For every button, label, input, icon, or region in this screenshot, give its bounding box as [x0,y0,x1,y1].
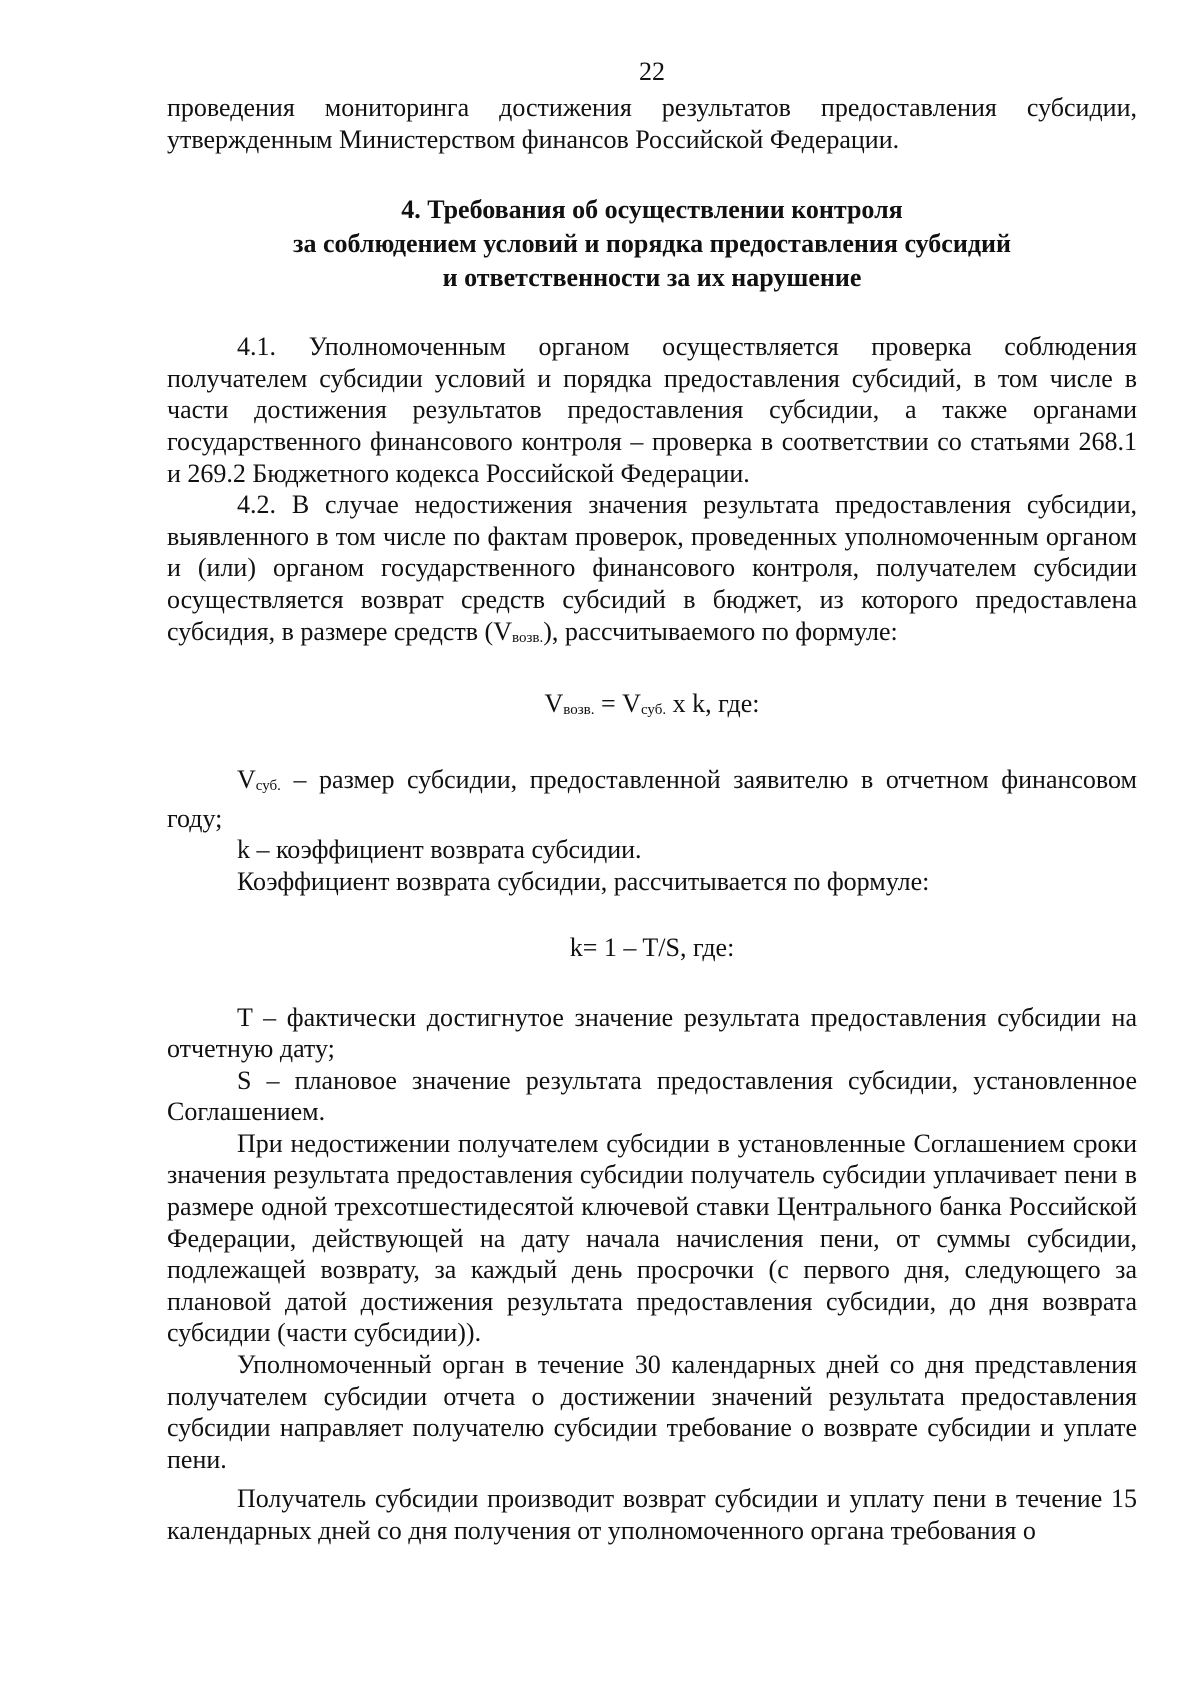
paragraph-4-2-text-after: ), рассчитываемого по формуле: [543,616,898,646]
paragraph-demand: Уполномоченный орган в течение 30 календарных дней со дня представления получателем субсидии отчета о достижении значений результата предоставления субсидии направляет получателю субсидии требование о возврате субсидии и уплате пени. [167,1350,1137,1474]
definition-vsub-text: – размер субсидии, предоставленной заявителю в отчетном финансовом году; [167,765,1137,833]
intro-paragraph: проведения мониторинга достижения результатов предоставления субсидии, утвержденным Министерством финансов Российской Федерации. [167,93,1137,154]
paragraph-penalty: При недостижении получателем субсидии в установленные Соглашением сроки значения результата предоставления субсидии получатель субсидии уплачивает пени в размере одной трехсотшестидесятой ключевой ставки Центрального банка Российской Федерации, действующей на дату начала начисления пени, от суммы субсидии, подлежащей возврату, за каждый день просрочки (с первого дня, следующего за плановой датой достижения результата предоставления субсидии, до дня возврата субсидии (части субсидии)). [167,1128,1137,1348]
definition-k: k – коэффициент возврата субсидии. [237,835,642,865]
formula-sub-vozv: возв. [563,702,595,719]
formula-eq: = V [594,689,641,719]
section-heading [167,193,1137,295]
paragraph-4-2-text-before: 4.2. В случае недостижения значения результата предоставления субсидии, выявленного в том числе по фактам проверок, проведенных уполномоченным органом и (или) органом государственного финансового контроля, получателем субсидии осуществляется возврат средств субсидий в бюджет, из которого предоставлена субсидия, в размере средств (V [167,490,1137,646]
k-formula-intro: Коэффициент возврата субсидии, рассчитывается по формуле: [237,866,930,896]
definition-s: S – плановое значение результата предоставления субсидии, установленное Соглашением. [167,1065,1137,1127]
definition-t: T – фактически достигнутое значение результата предоставления субсидии на отчетную дату; [167,1002,1137,1064]
section-title-line-2: за соблюдением условий и порядка предоставления субсидий [293,229,1011,259]
document-page [167,52,1137,1547]
paragraph-return: Получатель субсидии производит возврат субсидии и уплату пени в течение 15 календарных дней со дня получения от уполномоченного органа требования о [167,1484,1137,1545]
formula-v: V [544,689,564,719]
section-title-line-1: 4. Требования об осуществлении контроля [401,195,903,225]
definition-vsub [167,764,1137,834]
formula-rest: x k, где: [666,689,760,719]
definition-vsub-symbol: V [237,765,256,795]
page-number: 22 [639,57,665,86]
section-title-line-3: и ответственности за их нарушение [442,263,862,293]
formula-vozv [167,688,1137,726]
paragraph-4-2-subscript: возв. [511,629,544,646]
paragraph-4-1: 4.1. Уполномоченным органом осуществляется проверка соблюдения получателем субсидии условий и порядка предоставления субсидий, в том числе в части достижения результатов предоставления субсидии, а также органами государственного финансового контроля – проверка в соответствии со статьями 268.1 и 269.2 Бюджетного кодекса Российской Федерации. [167,332,1137,488]
paragraph-4-2 [167,489,1137,654]
definition-vsub-subscript: суб. [255,778,281,795]
formula-k: k= 1 – T/S, где: [569,932,735,962]
formula-sub-sub: суб. [640,702,667,719]
